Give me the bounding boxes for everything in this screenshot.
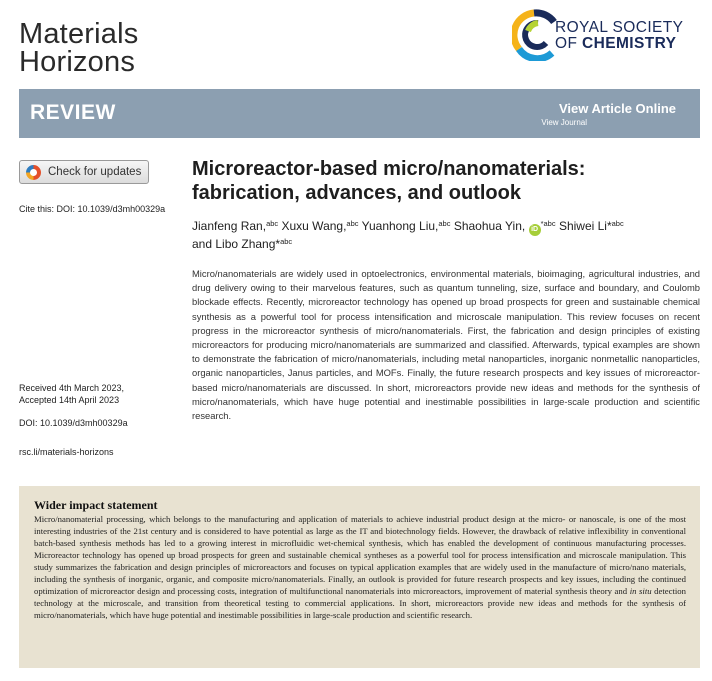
article-title	[192, 157, 692, 205]
author-name[interactable]: Xuxu Wang,	[281, 219, 347, 233]
accepted-date: Accepted 14th April 2023	[19, 395, 120, 405]
wider-impact-heading: Wider impact statement	[34, 498, 158, 512]
cite-doi: DOI: 10.1039/d3mh00329a	[56, 204, 166, 214]
impact-text-part1: Micro/nanomaterial processing, which belongs to the manufacturing and application of materials to achieve industrial product design at the micro- or nanoscale, is one of the most interesting industries of the 21st century and is considered to have potential as large as the IT and biotechnology fields. However, the drawback of relative inflexibility in conventional batch-based synthesis methods has led to a growing interest in microfluidic wet-chemical synthesis, which has enabled the development of continuous manufacturing processes. Microreactor technology has opened up broad prospects for green and sustainable chemical syntheses as a powerful tool for process intensification and microscale manipulation. This study summarizes the fabrication and design principles of microreactors and focuses on typical application examples that are widely used in the manufacture of micro/nano materials, including the synthesis of inorganic, organic, and composite micro/nanomaterials. Finally, an outlook is provided for future research prospects and key issues, including the continued optimization of microreactor design and processing costs, integration of multifunctional nanomaterials into microreactors, improvement of material synthesis theory and	[34, 514, 686, 596]
title-line1: Microreactor-based micro/nanomaterials:	[192, 158, 586, 180]
author-name[interactable]: Shiwei Li*	[558, 219, 612, 233]
wider-impact-box	[19, 486, 700, 668]
title-line2: fabrication, advances, and outlook	[192, 182, 521, 204]
publisher-line2	[555, 36, 683, 52]
abstract: Micro/nanomaterials are widely used in optoelectronics, environmental materials, bioimaging, agricultural industries, and drug delivery owing to their marvelous features, such as quantum tunneling, size, surface and boundary, and Coulomb blockade effects. Recently, microreactor technology has opened up broad prospects for green and sustainable chemical synthesis as a powerful tool for process intensification and microscale manipulation. This review focuses on recent progress in the microreactor synthesis of micro/nanomaterials. First, the fabrication and design principles of existing microreactors for producing micro/nanomaterials are summarized and classified. Afterwards, typical examples are shown to demonstrate the fabrication of micro/nanomaterials, including metal nanoparticles, inorganic nonmetallic nanoparticles, organic nanoparticles, Janus particles, and MOFs. Finally, the future research prospects and key issues of microreactor-based micro/nanomaterials are discussed. In short, microreactors provide new ideas and methods for the synthesis of micro/nanomaterials, which have huge potential and inestimable possibilities in large-scale production and scientific research.	[192, 268, 700, 422]
orcid-icon[interactable]: iD	[529, 224, 541, 236]
article-type-label: REVIEW	[30, 101, 116, 124]
journal-name-line2: Horizons	[19, 46, 136, 78]
view-journal-link[interactable]: View Journal	[541, 118, 587, 127]
impact-text-italic: in situ	[629, 586, 652, 596]
author-affiliation: abc	[438, 219, 451, 228]
author-affiliation: *abc	[540, 219, 556, 228]
author-affiliation: abc	[266, 219, 279, 228]
impact-text-part2: detection technology at the microscale, and transition from theoretical testing to commercial applications. In short, microreactors provide new ideas and methods for the synthesis of micro/nanomaterials, which have huge potential and inestimable possibilities in large-scale production and scientific research.	[34, 586, 686, 620]
author-name[interactable]: Jianfeng Ran,	[192, 219, 267, 233]
wider-impact-text	[34, 513, 686, 621]
publisher-wordmark	[555, 20, 683, 52]
author-name[interactable]: and Libo Zhang*	[192, 237, 281, 251]
author-list	[192, 218, 702, 252]
journal-name-line1: Materials	[19, 18, 139, 50]
received-date: Received 4th March 2023,	[19, 383, 125, 393]
publisher-chemistry: CHEMISTRY	[582, 35, 677, 52]
journal-name	[19, 20, 138, 76]
cite-label: Cite this:	[19, 204, 55, 214]
check-for-updates-label: Check for updates	[48, 166, 142, 178]
article-type-banner	[19, 89, 700, 138]
check-for-updates-button[interactable]	[19, 160, 149, 184]
author-affiliation: abc	[611, 219, 624, 228]
doi: DOI: 10.1039/d3mh00329a	[19, 418, 128, 428]
author-affiliation: abc	[280, 237, 293, 246]
view-article-online-link[interactable]: View Article Online	[558, 101, 676, 116]
author-affiliation: abc	[346, 219, 359, 228]
author-name[interactable]: Yuanhong Liu,	[361, 219, 439, 233]
author-name[interactable]: Shaohua Yin,	[453, 219, 526, 233]
journal-link[interactable]: rsc.li/materials-horizons	[19, 447, 114, 457]
publisher-line1: ROYAL SOCIETY	[555, 19, 684, 36]
publisher-of: OF	[555, 35, 583, 52]
citation	[19, 204, 165, 216]
crossmark-icon	[26, 165, 41, 180]
